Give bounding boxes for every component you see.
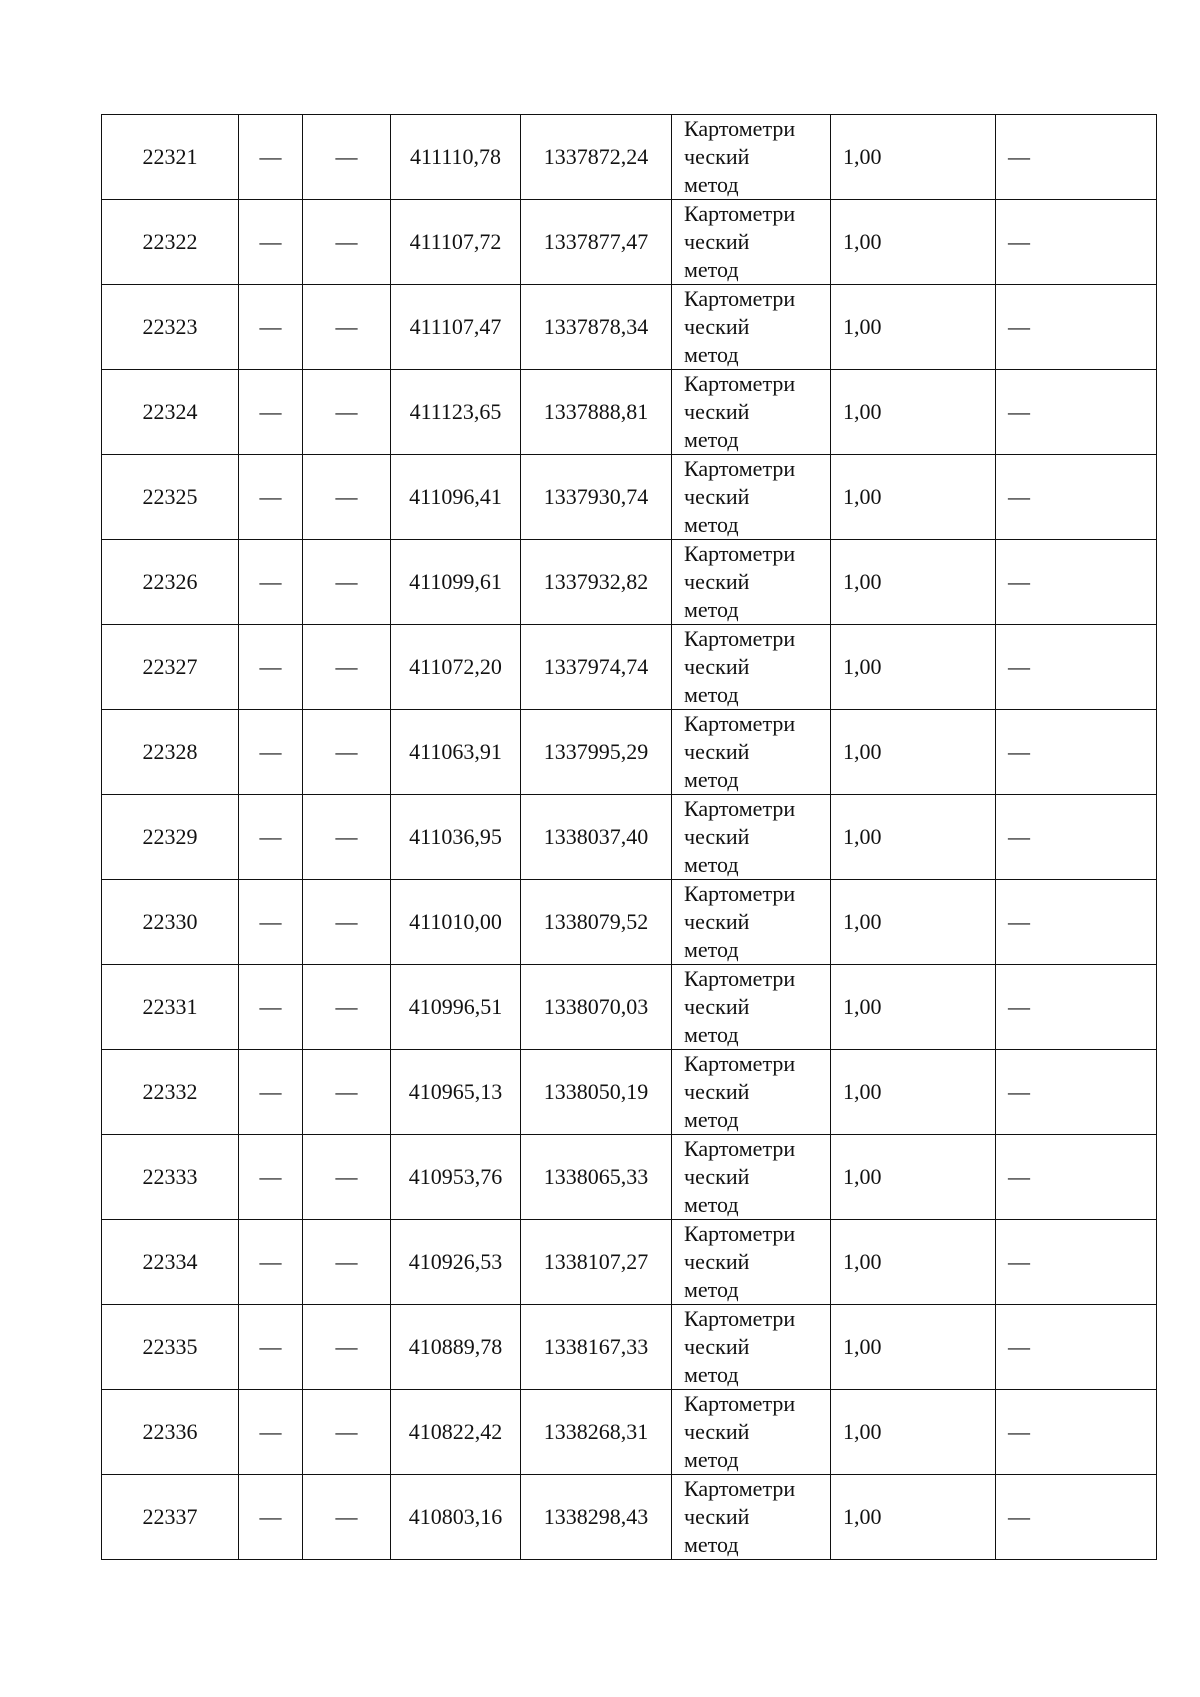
method-text: Картометри ческий метод: [684, 796, 796, 877]
table-row: [102, 200, 1157, 285]
empty-value-cell: [239, 455, 303, 540]
point-number-cell: [102, 795, 239, 880]
method-text: Картометри ческий метод: [684, 456, 796, 537]
empty-value-cell: [303, 795, 391, 880]
accuracy-text: 1,00: [843, 909, 882, 934]
y-coordinate-cell: [521, 115, 672, 200]
accuracy-cell: [831, 115, 996, 200]
point-number-cell: [102, 370, 239, 455]
empty-value-cell: [239, 540, 303, 625]
y-coordinate-cell: [521, 1390, 672, 1475]
method-cell: [672, 965, 831, 1050]
empty-value-cell: [996, 710, 1157, 795]
empty-value-cell: [303, 1135, 391, 1220]
y-coordinate-cell: [521, 965, 672, 1050]
accuracy-cell: [831, 455, 996, 540]
y-coordinate-cell: [521, 1220, 672, 1305]
accuracy-cell: [831, 1475, 996, 1560]
empty-value-text: —: [1008, 399, 1030, 424]
empty-value-text: —: [259, 1164, 282, 1189]
point-number-text: 22330: [142, 909, 198, 934]
x-coordinate-text: 410926,53: [408, 1249, 503, 1274]
y-coordinate-text: 1338268,31: [543, 1419, 649, 1444]
table-row: [102, 625, 1157, 710]
method-cell: [672, 285, 831, 370]
accuracy-cell: [831, 1050, 996, 1135]
table-row: [102, 965, 1157, 1050]
x-coordinate-text: 411063,91: [409, 739, 502, 764]
method-text: Картометри ческий метод: [684, 1051, 796, 1132]
empty-value-text: —: [335, 824, 358, 849]
point-number-cell: [102, 455, 239, 540]
empty-value-cell: [239, 115, 303, 200]
x-coordinate-text: 411099,61: [409, 569, 502, 594]
y-coordinate-cell: [521, 1050, 672, 1135]
x-coordinate-text: 411010,00: [409, 909, 502, 934]
x-coordinate-cell: [391, 710, 521, 795]
empty-value-text: —: [335, 569, 358, 594]
y-coordinate-text: 1338065,33: [543, 1164, 649, 1189]
empty-value-text: —: [335, 229, 358, 254]
x-coordinate-text: 411096,41: [409, 484, 502, 509]
method-text: Картометри ческий метод: [684, 371, 796, 452]
x-coordinate-text: 411107,47: [409, 314, 502, 339]
y-coordinate-text: 1337872,24: [543, 144, 649, 169]
point-number-text: 22333: [142, 1164, 198, 1189]
method-text: Картометри ческий метод: [684, 626, 796, 707]
empty-value-cell: [239, 1220, 303, 1305]
x-coordinate-cell: [391, 625, 521, 710]
accuracy-text: 1,00: [843, 484, 882, 509]
point-number-text: 22337: [142, 1504, 198, 1529]
table-row: [102, 1390, 1157, 1475]
accuracy-cell: [831, 285, 996, 370]
point-number-text: 22332: [142, 1079, 198, 1104]
y-coordinate-cell: [521, 880, 672, 965]
method-text: Картометри ческий метод: [684, 881, 796, 962]
empty-value-text: —: [1008, 569, 1030, 594]
method-text: Картометри ческий метод: [684, 1306, 796, 1387]
method-cell: [672, 1135, 831, 1220]
y-coordinate-text: 1338050,19: [543, 1079, 649, 1104]
empty-value-text: —: [259, 1419, 282, 1444]
y-coordinate-cell: [521, 455, 672, 540]
table-row: [102, 1135, 1157, 1220]
x-coordinate-cell: [391, 795, 521, 880]
table-row: [102, 795, 1157, 880]
point-number-cell: [102, 1305, 239, 1390]
point-number-cell: [102, 880, 239, 965]
table-row: [102, 455, 1157, 540]
method-cell: [672, 1475, 831, 1560]
table-row: [102, 285, 1157, 370]
accuracy-text: 1,00: [843, 1419, 882, 1444]
point-number-cell: [102, 1220, 239, 1305]
coordinates-table: [101, 114, 1157, 1560]
method-cell: [672, 880, 831, 965]
empty-value-text: —: [1008, 1419, 1030, 1444]
point-number-cell: [102, 285, 239, 370]
empty-value-text: —: [259, 824, 282, 849]
point-number-text: 22327: [142, 654, 198, 679]
accuracy-text: 1,00: [843, 144, 882, 169]
empty-value-text: —: [335, 994, 358, 1019]
method-cell: [672, 200, 831, 285]
empty-value-text: —: [335, 144, 358, 169]
x-coordinate-cell: [391, 880, 521, 965]
accuracy-cell: [831, 370, 996, 455]
y-coordinate-text: 1338167,33: [543, 1334, 649, 1359]
empty-value-cell: [239, 880, 303, 965]
empty-value-cell: [303, 200, 391, 285]
method-text: Картометри ческий метод: [684, 541, 796, 622]
empty-value-cell: [303, 965, 391, 1050]
point-number-text: 22328: [142, 739, 198, 764]
y-coordinate-cell: [521, 200, 672, 285]
empty-value-text: —: [335, 399, 358, 424]
point-number-text: 22336: [142, 1419, 198, 1444]
y-coordinate-cell: [521, 1135, 672, 1220]
empty-value-cell: [996, 1305, 1157, 1390]
table-row: [102, 1475, 1157, 1560]
empty-value-text: —: [259, 1079, 282, 1104]
table-row: [102, 710, 1157, 795]
y-coordinate-text: 1338037,40: [543, 824, 649, 849]
x-coordinate-cell: [391, 285, 521, 370]
empty-value-text: —: [335, 1334, 358, 1359]
empty-value-cell: [996, 1135, 1157, 1220]
empty-value-text: —: [1008, 144, 1030, 169]
y-coordinate-text: 1337974,74: [543, 654, 649, 679]
empty-value-cell: [996, 1390, 1157, 1475]
empty-value-cell: [239, 1475, 303, 1560]
empty-value-text: —: [1008, 654, 1030, 679]
empty-value-cell: [303, 455, 391, 540]
point-number-text: 22326: [142, 569, 198, 594]
accuracy-cell: [831, 540, 996, 625]
empty-value-text: —: [259, 1249, 282, 1274]
empty-value-text: —: [259, 909, 282, 934]
empty-value-text: —: [259, 399, 282, 424]
point-number-text: 22322: [142, 229, 198, 254]
method-cell: [672, 625, 831, 710]
empty-value-cell: [303, 115, 391, 200]
accuracy-cell: [831, 1305, 996, 1390]
method-text: Картометри ческий метод: [684, 966, 796, 1047]
x-coordinate-cell: [391, 1475, 521, 1560]
point-number-cell: [102, 1390, 239, 1475]
empty-value-text: —: [259, 654, 282, 679]
point-number-cell: [102, 1050, 239, 1135]
accuracy-cell: [831, 1390, 996, 1475]
empty-value-text: —: [335, 1249, 358, 1274]
empty-value-text: —: [1008, 314, 1030, 339]
table-body: [102, 115, 1157, 1560]
accuracy-text: 1,00: [843, 314, 882, 339]
empty-value-cell: [996, 455, 1157, 540]
y-coordinate-text: 1337878,34: [543, 314, 649, 339]
y-coordinate-cell: [521, 1475, 672, 1560]
empty-value-text: —: [259, 484, 282, 509]
empty-value-cell: [996, 795, 1157, 880]
empty-value-text: —: [259, 314, 282, 339]
accuracy-text: 1,00: [843, 1079, 882, 1104]
accuracy-cell: [831, 880, 996, 965]
accuracy-text: 1,00: [843, 824, 882, 849]
empty-value-cell: [303, 1475, 391, 1560]
point-number-cell: [102, 710, 239, 795]
point-number-cell: [102, 1135, 239, 1220]
y-coordinate-text: 1337888,81: [543, 399, 649, 424]
method-cell: [672, 710, 831, 795]
y-coordinate-text: 1338070,03: [543, 994, 649, 1019]
point-number-text: 22331: [142, 994, 198, 1019]
accuracy-text: 1,00: [843, 994, 882, 1019]
point-number-cell: [102, 200, 239, 285]
accuracy-text: 1,00: [843, 739, 882, 764]
empty-value-text: —: [1008, 994, 1030, 1019]
x-coordinate-text: 411107,72: [409, 229, 502, 254]
accuracy-text: 1,00: [843, 654, 882, 679]
empty-value-cell: [996, 1220, 1157, 1305]
x-coordinate-cell: [391, 1305, 521, 1390]
empty-value-text: —: [259, 1334, 282, 1359]
table-row: [102, 1220, 1157, 1305]
accuracy-text: 1,00: [843, 1249, 882, 1274]
x-coordinate-text: 410965,13: [408, 1079, 503, 1104]
method-text: Картометри ческий метод: [684, 286, 796, 367]
method-text: Картометри ческий метод: [684, 1136, 796, 1217]
x-coordinate-cell: [391, 370, 521, 455]
empty-value-cell: [239, 1135, 303, 1220]
empty-value-text: —: [259, 144, 282, 169]
empty-value-cell: [996, 200, 1157, 285]
y-coordinate-text: 1338107,27: [543, 1249, 649, 1274]
empty-value-cell: [239, 200, 303, 285]
y-coordinate-cell: [521, 370, 672, 455]
point-number-cell: [102, 540, 239, 625]
empty-value-text: —: [259, 569, 282, 594]
accuracy-text: 1,00: [843, 1334, 882, 1359]
empty-value-text: —: [1008, 739, 1030, 764]
empty-value-text: —: [259, 739, 282, 764]
x-coordinate-text: 410803,16: [408, 1504, 503, 1529]
table-row: [102, 370, 1157, 455]
empty-value-text: —: [259, 1504, 282, 1529]
accuracy-text: 1,00: [843, 1164, 882, 1189]
point-number-text: 22325: [142, 484, 198, 509]
empty-value-cell: [239, 285, 303, 370]
method-cell: [672, 370, 831, 455]
empty-value-text: —: [335, 909, 358, 934]
empty-value-cell: [303, 710, 391, 795]
y-coordinate-cell: [521, 285, 672, 370]
x-coordinate-text: 410889,78: [408, 1334, 503, 1359]
x-coordinate-cell: [391, 1135, 521, 1220]
empty-value-cell: [303, 540, 391, 625]
point-number-text: 22335: [142, 1334, 198, 1359]
method-text: Картометри ческий метод: [684, 116, 796, 197]
y-coordinate-cell: [521, 625, 672, 710]
empty-value-text: —: [1008, 484, 1030, 509]
point-number-text: 22321: [142, 144, 198, 169]
y-coordinate-text: 1337995,29: [543, 739, 649, 764]
method-cell: [672, 540, 831, 625]
empty-value-text: —: [259, 229, 282, 254]
empty-value-cell: [303, 285, 391, 370]
empty-value-cell: [996, 1050, 1157, 1135]
empty-value-text: —: [335, 1079, 358, 1104]
method-cell: [672, 115, 831, 200]
y-coordinate-cell: [521, 540, 672, 625]
empty-value-cell: [303, 1390, 391, 1475]
empty-value-cell: [996, 880, 1157, 965]
empty-value-cell: [239, 795, 303, 880]
point-number-cell: [102, 965, 239, 1050]
empty-value-text: —: [335, 484, 358, 509]
empty-value-cell: [303, 625, 391, 710]
empty-value-text: —: [1008, 1079, 1030, 1104]
x-coordinate-cell: [391, 455, 521, 540]
empty-value-cell: [996, 285, 1157, 370]
y-coordinate-cell: [521, 1305, 672, 1390]
empty-value-cell: [303, 1220, 391, 1305]
table-row: [102, 1050, 1157, 1135]
x-coordinate-text: 410953,76: [408, 1164, 503, 1189]
empty-value-text: —: [1008, 229, 1030, 254]
x-coordinate-text: 411036,95: [409, 824, 502, 849]
table-row: [102, 540, 1157, 625]
y-coordinate-text: 1337932,82: [543, 569, 649, 594]
empty-value-cell: [239, 1305, 303, 1390]
table-row: [102, 115, 1157, 200]
accuracy-cell: [831, 1135, 996, 1220]
method-cell: [672, 795, 831, 880]
point-number-text: 22329: [142, 824, 198, 849]
empty-value-cell: [239, 710, 303, 795]
empty-value-text: —: [1008, 1504, 1030, 1529]
accuracy-text: 1,00: [843, 229, 882, 254]
point-number-text: 22334: [142, 1249, 198, 1274]
table-row: [102, 880, 1157, 965]
empty-value-cell: [239, 1050, 303, 1135]
empty-value-cell: [996, 370, 1157, 455]
empty-value-text: —: [335, 1504, 358, 1529]
x-coordinate-cell: [391, 1220, 521, 1305]
x-coordinate-cell: [391, 115, 521, 200]
y-coordinate-cell: [521, 710, 672, 795]
x-coordinate-cell: [391, 540, 521, 625]
point-number-cell: [102, 1475, 239, 1560]
table-row: [102, 1305, 1157, 1390]
accuracy-cell: [831, 710, 996, 795]
y-coordinate-text: 1337930,74: [543, 484, 649, 509]
point-number-cell: [102, 625, 239, 710]
x-coordinate-cell: [391, 1390, 521, 1475]
method-cell: [672, 1050, 831, 1135]
empty-value-text: —: [1008, 1164, 1030, 1189]
empty-value-cell: [303, 1305, 391, 1390]
method-cell: [672, 1390, 831, 1475]
empty-value-cell: [239, 370, 303, 455]
empty-value-cell: [239, 965, 303, 1050]
x-coordinate-cell: [391, 965, 521, 1050]
empty-value-cell: [303, 880, 391, 965]
x-coordinate-text: 410822,42: [408, 1419, 503, 1444]
empty-value-text: —: [335, 739, 358, 764]
method-text: Картометри ческий метод: [684, 711, 796, 792]
x-coordinate-text: 411123,65: [409, 399, 502, 424]
y-coordinate-text: 1338079,52: [543, 909, 649, 934]
point-number-text: 22323: [142, 314, 198, 339]
empty-value-cell: [996, 625, 1157, 710]
accuracy-cell: [831, 965, 996, 1050]
accuracy-cell: [831, 1220, 996, 1305]
accuracy-text: 1,00: [843, 399, 882, 424]
empty-value-cell: [996, 540, 1157, 625]
empty-value-text: —: [1008, 1334, 1030, 1359]
point-number-text: 22324: [142, 399, 198, 424]
x-coordinate-text: 410996,51: [408, 994, 503, 1019]
x-coordinate-cell: [391, 200, 521, 285]
empty-value-text: —: [335, 314, 358, 339]
empty-value-cell: [303, 370, 391, 455]
method-cell: [672, 455, 831, 540]
accuracy-cell: [831, 795, 996, 880]
y-coordinate-text: 1338298,43: [543, 1504, 649, 1529]
empty-value-text: —: [335, 1419, 358, 1444]
empty-value-text: —: [335, 654, 358, 679]
empty-value-text: —: [1008, 824, 1030, 849]
empty-value-cell: [303, 1050, 391, 1135]
empty-value-text: —: [1008, 1249, 1030, 1274]
method-text: Картометри ческий метод: [684, 1476, 796, 1557]
method-text: Картометри ческий метод: [684, 1221, 796, 1302]
empty-value-text: —: [335, 1164, 358, 1189]
method-text: Картометри ческий метод: [684, 1391, 796, 1472]
point-number-cell: [102, 115, 239, 200]
empty-value-cell: [996, 1475, 1157, 1560]
accuracy-cell: [831, 200, 996, 285]
x-coordinate-cell: [391, 1050, 521, 1135]
accuracy-text: 1,00: [843, 1504, 882, 1529]
accuracy-text: 1,00: [843, 569, 882, 594]
method-text: Картометри ческий метод: [684, 201, 796, 282]
method-cell: [672, 1220, 831, 1305]
empty-value-cell: [239, 1390, 303, 1475]
y-coordinate-cell: [521, 795, 672, 880]
empty-value-cell: [239, 625, 303, 710]
method-cell: [672, 1305, 831, 1390]
empty-value-text: —: [259, 994, 282, 1019]
accuracy-cell: [831, 625, 996, 710]
empty-value-cell: [996, 115, 1157, 200]
empty-value-text: —: [1008, 909, 1030, 934]
x-coordinate-text: 411072,20: [409, 654, 502, 679]
empty-value-cell: [996, 965, 1157, 1050]
y-coordinate-text: 1337877,47: [543, 229, 649, 254]
x-coordinate-text: 411110,78: [409, 144, 502, 169]
